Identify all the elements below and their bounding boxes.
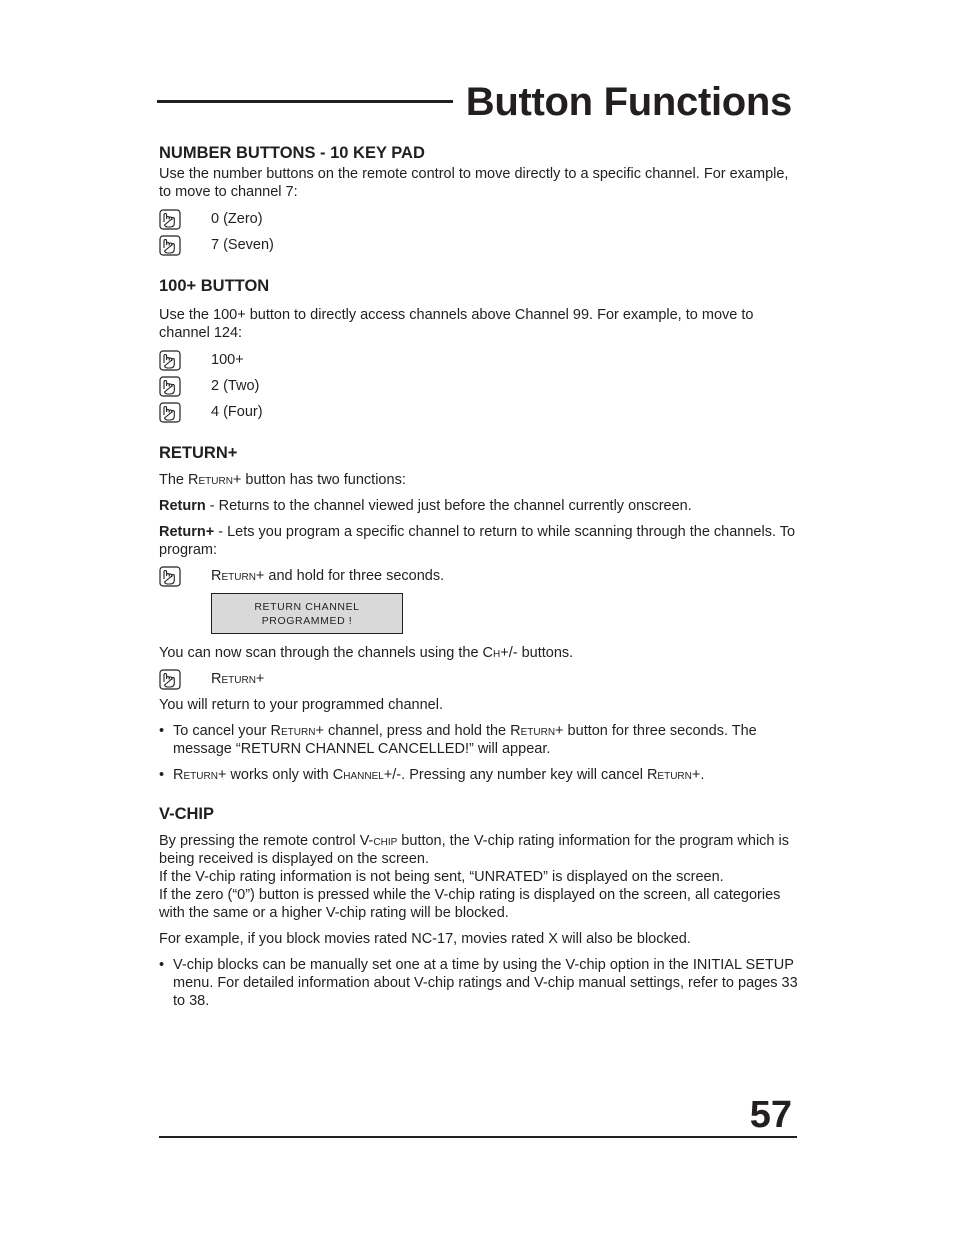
press-button-hand-icon	[159, 235, 183, 257]
section-heading-return-plus: RETURN+	[159, 444, 238, 462]
step-four: 4 (Four)	[159, 403, 799, 429]
page-number: 57	[749, 1094, 792, 1136]
page-content	[159, 143, 799, 1010]
onscreen-message-box: RETURN CHANNEL PROGRAMMED !	[211, 593, 403, 634]
press-button-hand-icon	[159, 566, 183, 588]
section-heading-number-buttons: NUMBER BUTTONS - 10 KEY PAD	[159, 144, 425, 162]
press-button-hand-icon	[159, 376, 183, 398]
vchip-zero-button: If the zero (“0”) button is pressed while the V-chip rating is displayed on the screen, all categories with the same or a higher V-chip rating will be blocked.	[159, 887, 781, 921]
list-item: • V-chip blocks can be manually set one at a time by using the V-chip option in the INITIAL SETUP menu. For detailed information about V-chip ratings and V-chip manual settings, refer to pages 33 to 38.	[159, 957, 798, 1009]
step-zero: 0 (Zero)	[159, 210, 799, 236]
header-rule	[157, 100, 453, 103]
number-buttons-intro: Use the number buttons on the remote control to move directly to a specific channel. For example, to move to channel 7:	[159, 166, 789, 200]
press-button-hand-icon	[159, 209, 183, 231]
press-button-hand-icon	[159, 669, 183, 691]
press-button-hand-icon	[159, 350, 183, 372]
vchip-example: For example, if you block movies rated NC-17, movies rated X will also be blocked.	[159, 931, 691, 947]
step-100plus: 100+	[159, 351, 799, 377]
return-description: Return - Returns to the channel viewed just before the channel currently onscreen.	[159, 498, 692, 514]
step-two: 2 (Two)	[159, 377, 799, 403]
step-return-hold: Return+ and hold for three seconds.	[159, 567, 799, 593]
footer-rule	[159, 1136, 797, 1138]
section-heading-100-button: 100+ BUTTON	[159, 277, 270, 295]
step-seven: 7 (Seven)	[159, 236, 799, 262]
return-plus-description: Return+ - Lets you program a specific channel to return to while scanning through the channels. To program:	[159, 524, 796, 558]
vchip-unrated: If the V-chip rating information is not being sent, “UNRATED” is displayed on the screen.	[159, 869, 724, 885]
press-button-hand-icon	[159, 402, 183, 424]
list-item: • Return+ works only with Channel+/-. Pressing any number key will cancel Return+.	[159, 767, 705, 783]
scan-instructions: You can now scan through the channels using the Ch+/- buttons.	[159, 645, 574, 661]
list-item: • To cancel your Return+ channel, press and hold the Return+ button for three seconds. The message “RETURN CHANNEL CANCELLED!” will appear.	[159, 723, 757, 757]
section-heading-v-chip: V-CHIP	[159, 805, 215, 823]
return-plus-intro: The Return+ button has two functions:	[159, 472, 406, 488]
vchip-description: By pressing the remote control V-chip button, the V-chip rating information for the program which is being received is displayed on the screen.	[159, 833, 789, 867]
hundred-button-intro: Use the 100+ button to directly access channels above Channel 99. For example, to move to channel 124:	[159, 307, 754, 341]
return-result: You will return to your programmed channel.	[159, 697, 443, 713]
step-return: Return+	[159, 670, 799, 696]
page-title: Button Functions	[465, 80, 792, 124]
